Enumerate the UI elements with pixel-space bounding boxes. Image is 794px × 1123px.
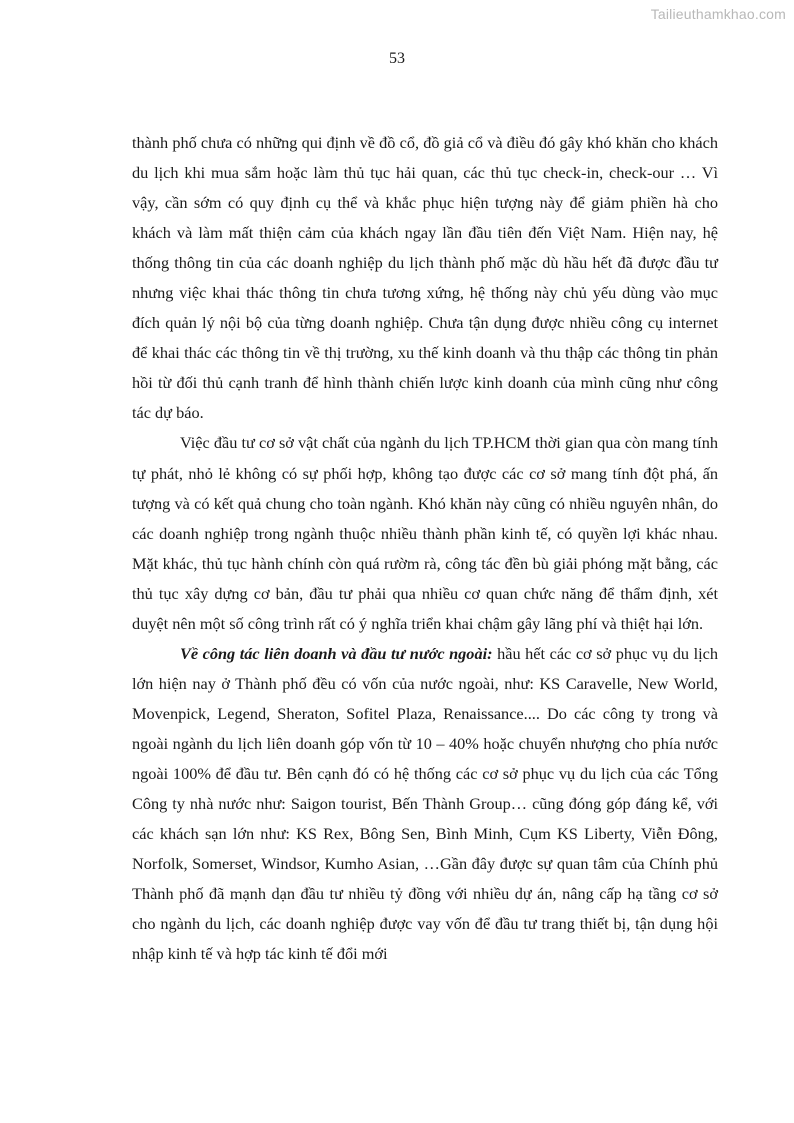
paragraph-joint-ventures (132, 639, 718, 970)
watermark-text: Tailieuthamkhao.com (650, 6, 786, 22)
paragraph-tourism-info-systems: thành phố chưa có những qui định về đồ cổ, đồ giả cổ và điều đó gây khó khăn cho khách du lịch khi mua sắm hoặc làm thủ tục hải quan, các thủ tục check-in, check-our … Vì vậy, cần sớm có quy định cụ thể và khắc phục hiện tượng này để giảm phiền hà cho khách và làm mất thiện cảm của khách ngay lần đầu tiên đến Việt Nam. Hiện nay, hệ thống thông tin của các doanh nghiệp du lịch thành phố mặc dù hầu hết đã được đầu tư nhưng việc khai thác thông tin chưa tương xứng, hệ thống này chủ yếu dùng vào mục đích quản lý nội bộ của từng doanh nghiệp. Chưa tận dụng được nhiều công cụ internet để khai thác các thông tin về thị trường, xu thế kinh doanh và thu thập các thông tin phản hồi từ đối thủ cạnh tranh để hình thành chiến lược kinh doanh của mình cũng như công tác dự báo. (132, 133, 718, 423)
document-body (132, 128, 718, 969)
paragraph-joint-ventures-body: hầu hết các cơ sở phục vụ du lịch lớn hiện nay ở Thành phố đều có vốn của nước ngoài, như: KS Caravelle, New World, Movenpick, Legend, Sheraton, Sofitel Plaza, Renaissance.... Do các công ty trong và ngoài ngành du lịch liên doanh góp vốn từ 10 – 40% hoặc chuyển nhượng cho phía nước ngoài 100% để đầu tư. Bên cạnh đó có hệ thống các cơ sở phục vụ du lịch của các Tổng Công ty nhà nước như: Saigon tourist, Bến Thành Group… cũng đóng góp đáng kể, với các khách sạn lớn như: KS Rex, Bông Sen, Bình Minh, Cụm KS Liberty, Viễn Đông, Norfolk, Somerset, Windsor, Kumho Asian, …Gần đây được sự quan tâm của Chính phủ Thành phố đã mạnh dạn đầu tư nhiều tỷ đồng với nhiều dự án, nâng cấp hạ tầng cơ sở cho ngành du lịch, các doanh nghiệp được vay vốn để đầu tư trang thiết bị, tận dụng hội nhập kinh tế và hợp tác kinh tế đổi mới (132, 643, 718, 964)
page-number: 53 (389, 50, 405, 67)
paragraph-infrastructure-investment: Việc đầu tư cơ sở vật chất của ngành du lịch TP.HCM thời gian qua còn mang tính tự phát, nhỏ lẻ không có sự phối hợp, không tạo được các cơ sở mang tính đột phá, ấn tượng và có kết quả chung cho toàn ngành. Khó khăn này cũng có nhiều nguyên nhân, do các doanh nghiệp trong ngành thuộc nhiều thành phần kinh tế, có quyền lợi khác nhau. Mặt khác, thủ tục hành chính còn quá rườm rà, công tác đền bù giải phóng mặt bằng, các thủ tục xây dựng cơ bản, đầu tư phải qua nhiều cơ quan chức năng để thẩm định, xét duyệt nên một số công trình rất có ý nghĩa triển khai chậm gây lãng phí và thiệt hại lớn. (132, 433, 718, 633)
paragraph-lead-heading: Về công tác liên doanh và đầu tư nước ngoài: (180, 643, 493, 663)
